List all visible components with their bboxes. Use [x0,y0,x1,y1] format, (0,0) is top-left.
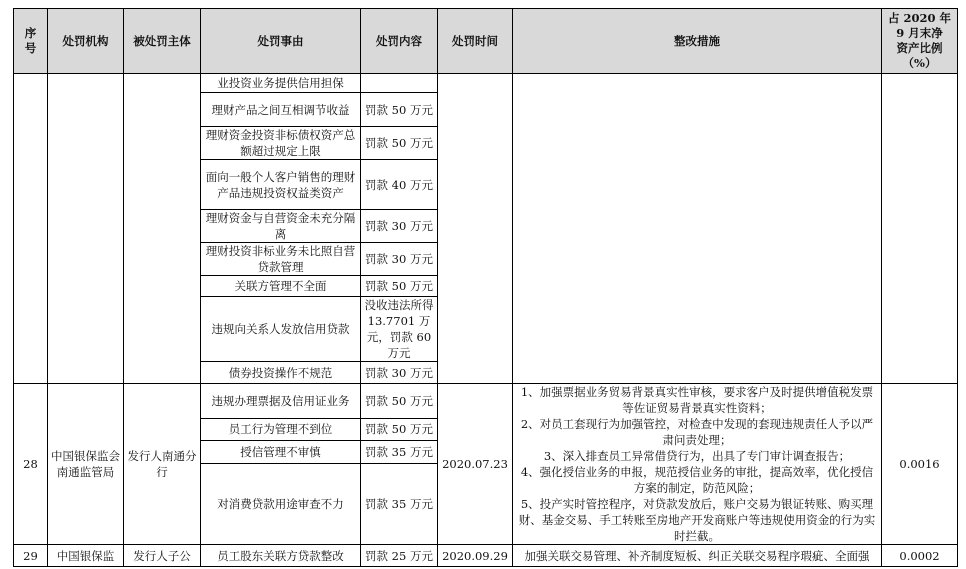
measures-cell: 1、加强票据业务贸易背景真实性审核，要求客户及时提供增值税发票等佐证贸易背景真实性资料； 2、对员工套现行为加强管控，对检查中发现的套现违规责任人予以严肃问责处理； 3、深入排查员工异常借贷行为，出具了专门审计调查报告； 4、强化授信业务的申报，规范授信业务的审批，提高效率，优化授信方案的制定，防范风险； 5、投产实时管控程序，对贷款发放后，账户交易为银证转账、购买理财、基金交易、手工转账至房地产开发商账户等违规使用资金的行为实时拦截。 [513,384,882,545]
matter-cell: 理财资金投资非标债权资产总额超过规定上限 [201,127,361,160]
content-cell: 罚款 35 万元 [361,440,438,463]
matter-cell: 面向一般个人客户销售的理财产品违规投资权益类资产 [201,160,361,210]
content-cell: 罚款 30 万元 [361,210,438,243]
content-cell: 罚款 50 万元 [361,93,438,127]
prev-seq-cell [14,74,48,384]
matter-cell: 违规办理票据及信用证业务 [201,384,361,419]
matter-cell: 授信管理不审慎 [201,440,361,463]
matter-cell: 员工行为管理不到位 [201,418,361,440]
matter-cell: 对消费贷款用途审查不力 [201,463,361,544]
content-cell [361,74,438,93]
penalty-table [13,8,958,567]
matter-cell: 债券投资操作不规范 [201,362,361,384]
table-row [14,74,958,93]
content-cell: 罚款 25 万元 [361,545,438,567]
header-entity: 被处罚主体 [124,9,201,74]
matter-cell: 员工股东关联方贷款整改 [201,545,361,567]
penalty-table-page [13,8,957,567]
measures-cell: 加强关联交易管理、补齐制度短板、纠正关联交易程序瑕疵、全面强 [513,545,882,567]
header-matter: 处罚事由 [201,9,361,74]
content-cell: 罚款 50 万元 [361,384,438,419]
matter-cell: 理财投资非标业务未比照自营贷款管理 [201,243,361,276]
date-cell: 2020.09.29 [438,545,513,567]
content-cell: 罚款 40 万元 [361,160,438,210]
content-cell: 罚款 50 万元 [361,276,438,297]
prev-entity-cell [124,74,201,384]
matter-cell: 违规向关系人发放信用贷款 [201,297,361,362]
content-cell: 罚款 30 万元 [361,362,438,384]
matter-cell: 理财产品之间互相调节收益 [201,93,361,127]
seq-cell: 28 [14,384,48,545]
header-measures: 整改措施 [513,9,882,74]
content-cell: 罚款 30 万元 [361,243,438,276]
agency-cell: 中国银保监会南通监管局 [48,384,124,545]
content-cell: 罚款 50 万元 [361,127,438,160]
entity-cell: 发行人南通分行 [124,384,201,545]
entity-cell: 发行人子公 [124,545,201,567]
date-cell: 2020.07.23 [438,384,513,545]
table-row [14,384,958,419]
seq-cell: 29 [14,545,48,567]
header-agency: 处罚机构 [48,9,124,74]
header-content: 处罚内容 [361,9,438,74]
ratio-cell: 0.0016 [882,384,958,545]
matter-cell: 业投资业务提供信用担保 [201,74,361,93]
content-cell: 罚款 50 万元 [361,418,438,440]
header-ratio: 占 2020 年 9 月末净 资产比例 （%） [882,9,958,74]
matter-cell: 理财资金与自营资金未充分隔离 [201,210,361,243]
prev-measures-cell [513,74,882,384]
header-seq: 序 号 [14,9,48,74]
content-cell: 没收违法所得 13.7701 万元，罚款 60 万元 [361,297,438,362]
prev-ratio-cell [882,74,958,384]
prev-date-cell [438,74,513,384]
matter-cell: 关联方管理不全面 [201,276,361,297]
header-date: 处罚时间 [438,9,513,74]
content-cell: 罚款 35 万元 [361,463,438,544]
agency-cell: 中国银保监 [48,545,124,567]
prev-agency-cell [48,74,124,384]
ratio-cell: 0.0002 [882,545,958,567]
table-row [14,545,958,567]
header-row [14,9,958,74]
